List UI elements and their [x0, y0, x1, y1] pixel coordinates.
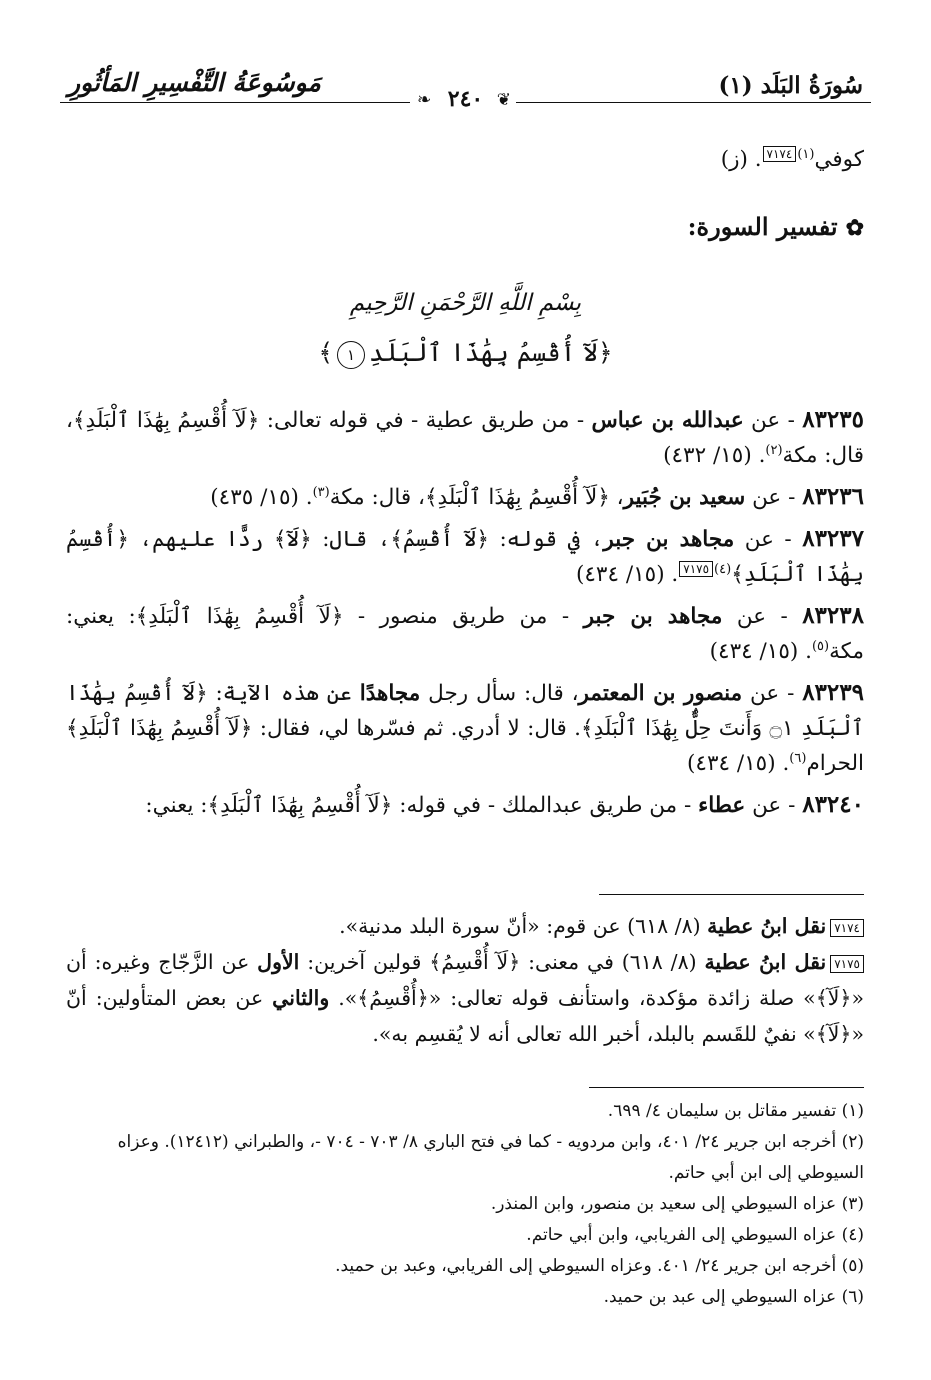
quran-quote: ﴿لَآ أُقْسِمُ بِهَٰذَا ٱلْبَلَدِ﴾ — [207, 793, 393, 818]
narration-text: ، قال: سأل رجل — [420, 681, 579, 706]
footnote: (٣) عزاه السيوطي إلى سعيد بن منصور، وابن المنذر. — [490, 1194, 864, 1214]
narration-text: عن هذه الآية: — [207, 681, 360, 706]
footnote-marker: (٤) — [714, 561, 732, 577]
footnote: (١) تفسير مقاتل بن سليمان ٤/ ٦٩٩. — [607, 1101, 864, 1121]
narration-entry — [66, 402, 864, 473]
narration-text: - من طريق عطية - في قوله تعالى: — [259, 408, 592, 433]
narration-number: ٨٣٢٣٦ — [802, 483, 864, 510]
narration-text: : يعني: مكة — [66, 604, 864, 664]
verse-close: ﴾ — [318, 338, 334, 367]
narration-text: - من طريق عبدالملك - في قوله: — [392, 793, 699, 818]
source-ref: . (١٥/ ٤٣٢) — [663, 443, 766, 468]
footnote-marker: (١) — [797, 146, 815, 162]
quran-quote: ﴿لَآ أُقْسِمُ بِهَٰذَا ٱلْبَلَدِ﴾ — [424, 485, 610, 510]
footnote: (٦) عزاه السيوطي إلى عبد بن حميد. — [603, 1287, 864, 1307]
narration-text: ، قال: مكة — [329, 485, 425, 510]
narration-entry — [66, 598, 864, 669]
header-surah-title: سُورَةُ البَلَد (١) — [718, 72, 863, 99]
narration-text: ، قال: — [311, 527, 391, 552]
quran-quote: ﴿لَآ أُقْسِمُ بِهَٰذَا ٱلْبَلَدِ﴾ — [135, 604, 344, 629]
verse-heading — [0, 338, 931, 369]
section-title — [688, 212, 864, 241]
source-ref: . (١٥/ ٤٣٥) — [210, 485, 313, 510]
footnote-marker: (٥) — [811, 638, 830, 654]
footnote: (٤) عزاه السيوطي إلى الفريابي، وابن أبي حاتم. — [526, 1225, 864, 1245]
footnote: (٢) أخرجه ابن جرير ٢٤/ ٤٠١، وابن مردويه - كما في فتح الباري ٨/ ٧٠٣ - ٧٠٤ -، والطبراني (١٢٤١٢). وعزاه السيوطي إلى ابن أبي حاتم. — [117, 1132, 864, 1183]
narration-entry — [66, 787, 864, 823]
flower-ornament-icon: ✿ — [845, 215, 864, 241]
narrations — [66, 402, 864, 829]
note-lead: نقل ابنُ عطية — [707, 914, 827, 938]
commentary-number-box: ٧١٧٥ — [830, 955, 864, 973]
page-number: ٢٤٠ — [447, 86, 484, 112]
narration-text: : يعني: — [145, 793, 208, 818]
commentary-notes — [66, 908, 864, 1052]
header-ornament-right-icon: ❦ — [496, 90, 511, 110]
commentary-number-box: ٧١٧٤ — [830, 919, 864, 937]
note-text: (٨/ ٦١٨) عن قوم: «أنّ سورة البلد مدنية». — [339, 914, 708, 938]
section-title-text: تفسير السورة: — [687, 212, 838, 241]
narrator-name: مجاهد بن جبر — [603, 527, 735, 552]
note-emphasis: الأول — [257, 950, 300, 974]
narration-text: ، — [609, 485, 624, 510]
kufi-text: كوفي — [814, 147, 864, 172]
narration-number: ٨٣٢٣٩ — [802, 679, 864, 706]
footnote: (٥) أخرجه ابن جرير ٢٤/ ٤٠١. وعزاه السيوطي إلى الفريابي، وعبد بن حميد. — [335, 1256, 864, 1276]
commentary-ref-box: ٧١٧٤ — [763, 146, 797, 162]
header-rule-right — [516, 102, 871, 103]
narration-text: - عن — [745, 793, 796, 818]
narration-text: ، في قوله: — [489, 527, 604, 552]
note-text: عن بعض المتأولين: أنّ «﴿لَآ﴾» نفيٌ للقَسم بالبلد، أخبر الله تعالى أنه لا يُقسِم به». — [66, 986, 864, 1046]
narration-text: - عن — [745, 485, 796, 510]
notes-separator — [599, 894, 864, 895]
narrator-name: مجاهدًا — [359, 681, 421, 706]
footnote-marker: (٢) — [765, 442, 783, 458]
narrator-name: عبدالله بن عباس — [591, 408, 744, 433]
narration-text: ردًّا عليهم، — [129, 527, 274, 552]
note-lead: نقل ابنُ عطية — [704, 950, 827, 974]
narration-number: ٨٣٢٣٧ — [802, 525, 864, 552]
footnote-marker: (٦) — [789, 750, 807, 766]
narration-number: ٨٣٢٣٥ — [802, 406, 864, 433]
narrator-name: سعيد بن جُبَير — [623, 485, 746, 510]
narration-text: الحرام — [806, 751, 864, 776]
basmala: بِسْمِ اللَّهِ الرَّحْمَنِ الرَّحِيمِ — [349, 290, 582, 316]
narration-text: . قال: لا أدري. ثم فسّرها لي، فقال: — [252, 716, 582, 741]
source-ref: . (١٥/ ٤٣٤) — [575, 562, 679, 587]
narration-text: - من طريق منصور - — [343, 604, 584, 629]
running-header — [60, 60, 871, 110]
commentary-note — [66, 908, 864, 944]
header-rule-left — [60, 102, 410, 103]
narration-text: - عن — [722, 604, 788, 629]
narration-number: ٨٣٢٣٨ — [802, 602, 864, 629]
note-text: (٨/ ٦١٨) في معنى: ﴿لَآ أُقْسِمُ﴾ قولين آخرين: — [299, 950, 705, 974]
footnote-marker: (٣) — [312, 484, 330, 500]
quran-quote: ﴿لَآ أُقْسِمُ﴾ — [390, 527, 490, 552]
note-text: عن الزَّجّاج وغيره: أن «﴿لَآ﴾» صلة زائدة مؤكدة، واستأنف قوله تعالى: «﴿أُقْسِمُ﴾». — [66, 950, 864, 1010]
kufi-tail: . (ز) — [720, 147, 762, 172]
narration-text: - عن — [734, 527, 792, 552]
footnotes — [66, 1096, 864, 1313]
quran-quote: ﴿لَآ أُقْسِمُ بِهَٰذَا ٱلْبَلَدِ﴾ — [66, 716, 253, 741]
note-emphasis: والثاني — [272, 986, 330, 1010]
quran-quote: ﴿لَآ أُقْسِمُ بِهَٰذَا ٱلْبَلَدِ﴾ — [72, 408, 260, 433]
narrator-name: مجاهد بن جبر — [583, 604, 723, 629]
narration-entry — [66, 521, 864, 592]
header-book-title: مَوسُوعَةُ التَّفْسِيرِ المَأثُورِ — [68, 68, 321, 97]
narrator-name: منصور بن المعتمر — [578, 681, 743, 706]
quran-quote: ﴿لَآ﴾ — [273, 527, 312, 552]
narration-entry — [66, 479, 864, 515]
narration-text: ، قال: مكة — [66, 408, 864, 468]
quran-quote: ﴿لَآ أُقْسِمُ بِهَٰذَا ٱلْبَلَدِ ۝١ وَأَنتَ حِلٌّۢ بِهَٰذَا ٱلْبَلَدِ﴾ — [66, 681, 865, 741]
source-ref: . (١٥/ ٤٣٤) — [687, 751, 790, 776]
narration-text: - عن — [742, 681, 795, 706]
source-ref: . (١٥/ ٤٣٤) — [709, 639, 812, 664]
header-ornament-left-icon: ❧ — [417, 90, 432, 110]
commentary-note — [66, 944, 864, 1052]
kufi-line — [66, 142, 864, 177]
verse-text: ﴿لَآ أُقْسِمُ بِهَٰذَا ٱلْبَلَدِ — [369, 338, 613, 367]
narration-text: - عن — [743, 408, 795, 433]
narrator-name: عطاء — [698, 793, 746, 818]
narration-number: ٨٣٢٤٠ — [802, 791, 864, 818]
quran-quote: ﴿أُقْسِمُ بِهَٰذَا ٱلْبَلَدِ﴾ — [66, 527, 864, 587]
narration-entry — [66, 675, 864, 781]
verse-number-badge: ١ — [337, 341, 365, 369]
commentary-ref-box: ٧١٧٥ — [679, 561, 713, 577]
footnotes-separator — [589, 1087, 864, 1088]
